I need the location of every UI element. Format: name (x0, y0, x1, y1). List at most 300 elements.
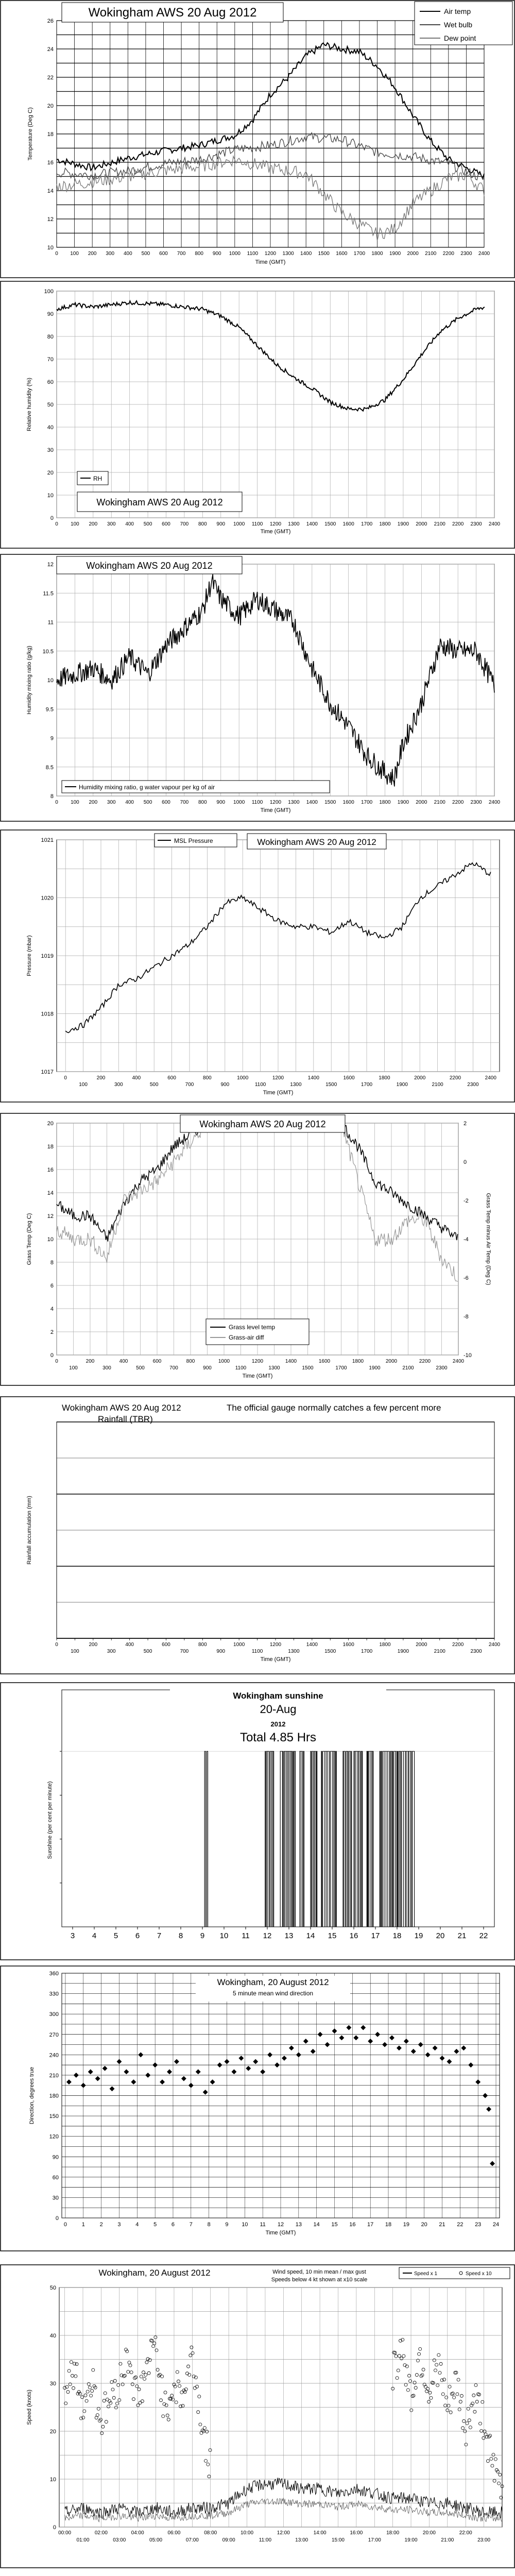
chart-title: Wokingham sunshine (233, 1691, 323, 1701)
x-tick-label: 2200 (452, 521, 464, 527)
x-tick-label: 00:00 (58, 2530, 72, 2536)
y-tick-label: 80 (47, 334, 54, 340)
x-tick-label: 1000 (229, 251, 241, 257)
x-tick-label: 700 (169, 1365, 178, 1371)
x-tick-label: 16 (349, 2222, 356, 2228)
y-tick-label: 10 (47, 493, 54, 499)
y-tick-label: 10 (49, 2477, 56, 2483)
x-tick-label: 22:00 (459, 2530, 472, 2536)
x-axis-label: Time (GMT) (260, 529, 291, 535)
x-tick-label: 300 (107, 521, 116, 527)
x-tick-label: 2200 (419, 1359, 431, 1364)
x-tick-label: 700 (180, 1649, 189, 1654)
x-tick-label: 2300 (436, 1365, 448, 1371)
x-tick-label: 09:00 (222, 2537, 235, 2543)
x-tick-label: 1600 (342, 1642, 354, 1648)
y-tick-label: 240 (49, 2052, 59, 2059)
x-tick-label: 500 (143, 800, 152, 805)
y-tick-label: 1020 (41, 895, 54, 902)
y-tick-label: 14 (47, 1190, 54, 1196)
y2-tick-label: -2 (464, 1198, 469, 1204)
chart-title: Wokingham AWS 20 Aug 2012 (257, 837, 376, 847)
y-tick-label: 22 (47, 75, 54, 81)
x-tick-label: 11 (242, 1931, 250, 1940)
x-tick-label: 2000 (416, 521, 427, 527)
x-tick-label: 200 (89, 521, 98, 527)
x-tick-label: 1100 (251, 1649, 263, 1654)
x-tick-label: 1800 (379, 1642, 391, 1648)
x-tick-label: 2100 (425, 251, 437, 257)
y-tick-label: 1019 (41, 953, 54, 959)
x-tick-label: 500 (143, 521, 152, 527)
wind-direction-chart (0, 1965, 515, 2251)
x-tick-label: 100 (71, 1649, 79, 1654)
chart-title: Wokingham AWS 20 Aug 2012 (62, 1403, 181, 1413)
y-tick-label: 70 (47, 357, 54, 363)
x-tick-label: 20:00 (422, 2530, 436, 2536)
x-tick-label: 24 (492, 2222, 500, 2228)
y-tick-label: 120 (49, 2133, 59, 2140)
y-tick-label: 9.5 (45, 706, 54, 713)
x-tick-label: 600 (167, 1075, 176, 1081)
x-tick-label: 0 (55, 1359, 58, 1364)
x-tick-label: 12:00 (277, 2530, 290, 2536)
x-tick-label: 2200 (442, 251, 454, 257)
y-tick-label: 30 (47, 447, 54, 453)
x-tick-label: 1200 (272, 1075, 284, 1081)
y-tick-label: 20 (49, 2429, 56, 2435)
pressure-chart (0, 829, 515, 1103)
x-tick-label: 400 (132, 1075, 141, 1081)
x-tick-label: 03:00 (113, 2537, 126, 2543)
x-tick-label: 1200 (269, 521, 282, 527)
x-tick-label: 100 (70, 251, 79, 257)
x-tick-label: 2300 (470, 800, 482, 805)
x-tick-label: 300 (107, 800, 116, 805)
legend-label: Speed x 10 (466, 2271, 492, 2277)
x-tick-label: 5 (153, 2222, 157, 2228)
chart-subtitle: Wind speed, 10 min mean / max gust (272, 2269, 366, 2275)
x-tick-label: 2400 (478, 251, 490, 257)
chart-date: 20-Aug (260, 1703, 297, 1716)
chart-annotation: The official gauge normally catches a few percent more (227, 1403, 441, 1413)
x-tick-label: 1900 (369, 1365, 381, 1371)
legend-label: Grass-air diff (229, 1334, 264, 1341)
x-axis-label: Time (GMT) (260, 807, 291, 814)
x-tick-label: 15:00 (331, 2537, 345, 2543)
x-tick-label: 21 (439, 2222, 445, 2228)
x-tick-label: 11 (260, 2222, 266, 2228)
x-tick-label: 14 (313, 2222, 320, 2228)
temperature-chart (0, 0, 515, 278)
humidity-chart (0, 281, 515, 549)
x-tick-label: 1700 (360, 521, 373, 527)
chart-subtitle: Rainfall (TBR) (98, 1414, 153, 1424)
y-tick-label: 12 (47, 1213, 54, 1219)
x-tick-label: 2300 (470, 521, 482, 527)
x-tick-label: 13:00 (295, 2537, 308, 2543)
x-tick-label: 900 (203, 1365, 212, 1371)
y-axis-label: Speed (knots) (26, 2389, 32, 2425)
x-tick-label: 900 (216, 521, 226, 527)
x-tick-label: 1800 (379, 800, 391, 805)
x-tick-label: 800 (198, 800, 207, 805)
x-tick-label: 0 (55, 521, 58, 527)
x-tick-label: 1100 (251, 521, 263, 527)
rainfall-chart (0, 1396, 515, 1674)
x-tick-label: 600 (152, 1359, 162, 1364)
x-tick-label: 100 (71, 521, 79, 527)
x-tick-label: 600 (159, 251, 168, 257)
y-tick-label: 8.5 (45, 764, 54, 771)
x-tick-label: 2100 (434, 521, 445, 527)
x-tick-label: 1700 (360, 800, 373, 805)
x-tick-label: 1800 (379, 521, 391, 527)
x-tick-label: 1600 (343, 1075, 355, 1081)
x-tick-label: 1400 (306, 800, 318, 805)
x-tick-label: 06:00 (167, 2530, 181, 2536)
x-tick-label: 19:00 (404, 2537, 418, 2543)
y-tick-label: 16 (47, 160, 54, 166)
x-tick-label: 400 (125, 1642, 134, 1648)
y-tick-label: 0 (50, 1352, 54, 1359)
y-tick-label: 8 (50, 1260, 54, 1266)
sunshine-chart (0, 1682, 515, 1960)
x-tick-label: 600 (162, 800, 170, 805)
x-tick-label: 18 (385, 2222, 392, 2228)
x-tick-label: 14 (306, 1931, 315, 1940)
x-tick-label: 700 (185, 1082, 194, 1088)
x-tick-label: 2400 (452, 1359, 465, 1364)
y-tick-label: 10 (47, 1236, 54, 1243)
x-tick-label: 08:00 (204, 2530, 217, 2536)
x-tick-label: 500 (149, 1082, 159, 1088)
y-tick-label: 270 (49, 2031, 59, 2038)
y-tick-label: 11.5 (43, 590, 54, 597)
x-tick-label: 13 (284, 1931, 294, 1940)
mixing-ratio-chart (0, 554, 515, 822)
x-tick-label: 7 (157, 1931, 162, 1940)
y-tick-label: 0 (53, 2524, 56, 2531)
x-tick-label: 400 (125, 800, 134, 805)
x-tick-label: 1000 (233, 521, 245, 527)
x-tick-label: 1100 (247, 251, 259, 257)
chart-year: 2012 (270, 1720, 286, 1728)
x-axis-label: Time (GMT) (260, 1656, 291, 1663)
y-tick-label: 2 (50, 1329, 54, 1335)
x-tick-label: 400 (119, 1359, 128, 1364)
x-tick-label: 3 (117, 2222, 121, 2228)
x-tick-label: 20 (421, 2222, 427, 2228)
x-tick-label: 0 (64, 1075, 67, 1081)
x-tick-label: 1100 (251, 800, 263, 805)
x-tick-label: 0 (55, 800, 58, 805)
x-tick-label: 17 (371, 1931, 380, 1940)
x-tick-label: 2100 (402, 1365, 414, 1371)
x-tick-label: 9 (225, 2222, 229, 2228)
x-tick-label: 200 (88, 251, 97, 257)
y-tick-label: 16 (47, 1167, 54, 1173)
x-tick-label: 18 (392, 1931, 402, 1940)
y-tick-label: 4 (50, 1306, 54, 1312)
grass-temp-chart (0, 1113, 515, 1386)
y-axis-label: Humidity mixing ratio (g/kg) (26, 646, 32, 715)
y-tick-label: 6 (50, 1283, 54, 1289)
y-tick-label: 0 (55, 2215, 59, 2222)
x-tick-label: 1400 (306, 521, 318, 527)
y2-tick-label: -4 (464, 1236, 469, 1243)
x-tick-label: 2400 (488, 521, 501, 527)
x-tick-label: 700 (180, 800, 189, 805)
y-axis-label: Temperature (Deg C) (27, 107, 33, 161)
x-tick-label: 1000 (233, 1642, 245, 1648)
x-tick-label: 2300 (467, 1082, 479, 1088)
chart-title: Wokingham, 20 August 2012 (217, 1977, 329, 1987)
chart-total: Total 4.85 Hrs (239, 1731, 317, 1744)
x-tick-label: 1900 (389, 251, 401, 257)
x-tick-label: 9 (200, 1931, 205, 1940)
chart-title: Wokingham, 20 August 2012 (98, 2268, 211, 2278)
x-axis-label: Time (GMT) (255, 259, 286, 265)
x-tick-label: 14:00 (313, 2530, 327, 2536)
x-tick-label: 2000 (416, 1642, 427, 1648)
x-tick-label: 19 (403, 2222, 409, 2228)
wind-speed-chart (0, 2264, 515, 2568)
x-tick-label: 1400 (307, 1075, 319, 1081)
x-tick-label: 200 (96, 1075, 106, 1081)
x-tick-label: 22 (457, 2222, 464, 2228)
x-tick-label: 900 (216, 800, 226, 805)
y-tick-label: 18 (47, 131, 54, 138)
x-tick-label: 500 (141, 251, 150, 257)
y-tick-label: 20 (47, 1121, 54, 1127)
x-tick-label: 1300 (282, 251, 294, 257)
y-tick-label: 1018 (41, 1011, 54, 1018)
x-tick-label: 200 (85, 1359, 95, 1364)
y-tick-label: 30 (49, 2381, 56, 2387)
y-tick-label: 11 (47, 619, 54, 626)
x-tick-label: 1900 (397, 1649, 409, 1654)
legend-label: Speed x 1 (414, 2271, 438, 2277)
y-tick-label: 0 (50, 515, 54, 521)
x-tick-label: 1400 (306, 1642, 318, 1648)
x-tick-label: 1600 (342, 800, 354, 805)
x-tick-label: 900 (220, 1082, 230, 1088)
x-tick-label: 2 (99, 2222, 103, 2228)
x-tick-label: 15 (331, 2222, 338, 2228)
x-tick-label: 20 (436, 1931, 445, 1940)
x-tick-label: 2300 (470, 1649, 482, 1654)
y-tick-label: 50 (49, 2285, 56, 2291)
y-tick-label: 100 (44, 289, 54, 295)
x-tick-label: 23:00 (477, 2537, 491, 2543)
y-axis-label: Direction, degrees true (29, 2066, 35, 2125)
x-tick-label: 1600 (318, 1359, 331, 1364)
legend-label: Wet bulb (444, 21, 472, 29)
x-tick-label: 2200 (452, 1642, 464, 1648)
x-tick-label: 07:00 (185, 2537, 199, 2543)
x-tick-label: 05:00 (149, 2537, 163, 2543)
y2-tick-label: -10 (464, 1352, 472, 1359)
x-tick-label: 23 (475, 2222, 482, 2228)
x-tick-label: 22 (479, 1931, 488, 1940)
y-tick-label: 50 (47, 402, 54, 408)
y-tick-label: 26 (47, 18, 54, 24)
chart-title: Wokingham AWS 20 Aug 2012 (88, 6, 257, 20)
x-tick-label: 1600 (336, 251, 348, 257)
legend-label: Grass level temp (229, 1324, 276, 1331)
x-tick-label: 6 (171, 2222, 175, 2228)
y-tick-label: 20 (47, 470, 54, 476)
x-tick-label: 500 (143, 1649, 152, 1654)
x-tick-label: 1500 (325, 1082, 337, 1088)
chart-title: Wokingham AWS 20 Aug 2012 (96, 497, 223, 507)
x-tick-label: 1800 (371, 251, 383, 257)
sunshine-bar (265, 1751, 274, 1927)
y-axis-label: Grass Temp (Deg C) (26, 1213, 32, 1265)
x-tick-label: 1500 (324, 521, 336, 527)
x-tick-label: 8 (178, 1931, 183, 1940)
legend-label: Dew point (444, 34, 476, 42)
y-tick-label: 300 (49, 2011, 59, 2018)
x-tick-label: 500 (136, 1365, 145, 1371)
y-tick-label: 210 (49, 2072, 59, 2079)
x-tick-label: 15 (328, 1931, 337, 1940)
x-tick-label: 700 (180, 521, 189, 527)
x-tick-label: 8 (207, 2222, 211, 2228)
x-tick-label: 2000 (407, 251, 419, 257)
x-tick-label: 1800 (352, 1359, 364, 1364)
x-tick-label: 1400 (300, 251, 312, 257)
x-tick-label: 1300 (290, 1082, 302, 1088)
x-tick-label: 100 (79, 1082, 88, 1088)
x-tick-label: 04:00 (131, 2530, 144, 2536)
x-tick-label: 100 (69, 1365, 78, 1371)
x-tick-label: 3 (70, 1931, 75, 1940)
x-tick-label: 800 (195, 251, 204, 257)
x-tick-label: 800 (203, 1075, 212, 1081)
x-tick-label: 2000 (385, 1359, 398, 1364)
x-tick-label: 13 (295, 2222, 302, 2228)
x-tick-label: 02:00 (94, 2530, 108, 2536)
x-tick-label: 1700 (353, 251, 366, 257)
x-tick-label: 2200 (449, 1075, 461, 1081)
x-tick-label: 1200 (264, 251, 277, 257)
x-tick-label: 700 (177, 251, 186, 257)
x-tick-label: 21 (457, 1931, 467, 1940)
x-tick-label: 18:00 (386, 2530, 400, 2536)
x-tick-label: 19 (414, 1931, 423, 1940)
chart-subtitle: 5 minute mean wind direction (232, 1990, 314, 1997)
x-tick-label: 4 (92, 1931, 97, 1940)
y-tick-label: 30 (52, 2195, 59, 2201)
x-tick-label: 1200 (251, 1359, 264, 1364)
y-tick-label: 12 (47, 562, 54, 568)
y-tick-label: 60 (47, 379, 54, 385)
x-tick-label: 1300 (288, 521, 300, 527)
y-tick-label: 14 (47, 188, 54, 194)
x-tick-label: 300 (102, 1365, 111, 1371)
legend-label: MSL Pressure (174, 837, 213, 844)
y-tick-label: 10 (47, 677, 54, 684)
x-tick-label: 4 (135, 2222, 139, 2228)
x-tick-label: 300 (114, 1082, 123, 1088)
x-tick-label: 21:00 (441, 2537, 454, 2543)
y-tick-label: 150 (49, 2113, 59, 2120)
x-tick-label: 900 (216, 1649, 226, 1654)
x-tick-label: 2200 (452, 800, 464, 805)
y-tick-label: 20 (47, 103, 54, 109)
x-tick-label: 1200 (269, 800, 282, 805)
x-tick-label: 400 (125, 521, 134, 527)
y2-axis-label: Grass Temp minus Air Temp (Deg C) (485, 1193, 491, 1285)
x-tick-label: 10 (242, 2222, 248, 2228)
x-tick-label: 5 (113, 1931, 118, 1940)
x-axis-label: Time (GMT) (242, 1373, 273, 1379)
x-tick-label: 6 (135, 1931, 140, 1940)
x-tick-label: 1500 (324, 800, 336, 805)
x-tick-label: 2400 (488, 800, 501, 805)
legend-label: Humidity mixing ratio, g water vapour per kg of air (79, 784, 215, 791)
x-tick-label: 2300 (460, 251, 472, 257)
x-tick-label: 1300 (288, 1649, 300, 1654)
y-tick-label: 330 (49, 1991, 59, 1997)
legend-label: Air temp (444, 7, 471, 15)
x-tick-label: 300 (107, 1649, 116, 1654)
x-tick-label: 2400 (488, 1642, 501, 1648)
y-tick-label: 180 (49, 2093, 59, 2099)
x-tick-label: 800 (198, 521, 207, 527)
x-tick-label: 800 (186, 1359, 195, 1364)
x-tick-label: 2100 (434, 800, 445, 805)
y-tick-label: 60 (52, 2174, 59, 2181)
x-tick-label: 10:00 (241, 2530, 254, 2536)
x-tick-label: 1500 (318, 251, 330, 257)
chart-subtitle: Speeds below 4 kt shown at x10 scale (271, 2277, 368, 2283)
x-axis-label: Time (GMT) (265, 2230, 296, 2236)
chart-title: Wokingham AWS 20 Aug 2012 (86, 561, 213, 571)
y2-tick-label: 2 (464, 1121, 467, 1127)
x-tick-label: 1400 (285, 1359, 297, 1364)
x-tick-label: 16 (349, 1931, 358, 1940)
x-tick-label: 0 (55, 251, 58, 257)
x-tick-label: 1500 (324, 1649, 336, 1654)
chart-title: Wokingham AWS 20 Aug 2012 (199, 1119, 326, 1129)
x-tick-label: 100 (71, 800, 79, 805)
y-tick-label: 9 (50, 735, 54, 742)
y-tick-label: 10.5 (42, 648, 54, 655)
x-tick-label: 01:00 (76, 2537, 90, 2543)
x-tick-label: 2100 (432, 1082, 443, 1088)
x-tick-label: 2000 (416, 800, 427, 805)
y-tick-label: 360 (49, 1971, 59, 1977)
x-tick-label: 1700 (360, 1082, 373, 1088)
x-tick-label: 1000 (233, 800, 245, 805)
x-tick-label: 1900 (396, 1082, 408, 1088)
x-tick-label: 600 (162, 1642, 170, 1648)
y-tick-label: 12 (47, 216, 54, 223)
y-tick-label: 90 (47, 311, 54, 317)
x-tick-label: 300 (106, 251, 115, 257)
y-tick-label: 24 (47, 46, 54, 53)
x-tick-label: 10 (219, 1931, 229, 1940)
x-tick-label: 1100 (235, 1365, 247, 1371)
x-tick-label: 900 (212, 251, 221, 257)
x-tick-label: 2000 (414, 1075, 426, 1081)
x-tick-label: 7 (189, 2222, 193, 2228)
x-tick-label: 1000 (218, 1359, 230, 1364)
x-tick-label: 800 (198, 1642, 207, 1648)
